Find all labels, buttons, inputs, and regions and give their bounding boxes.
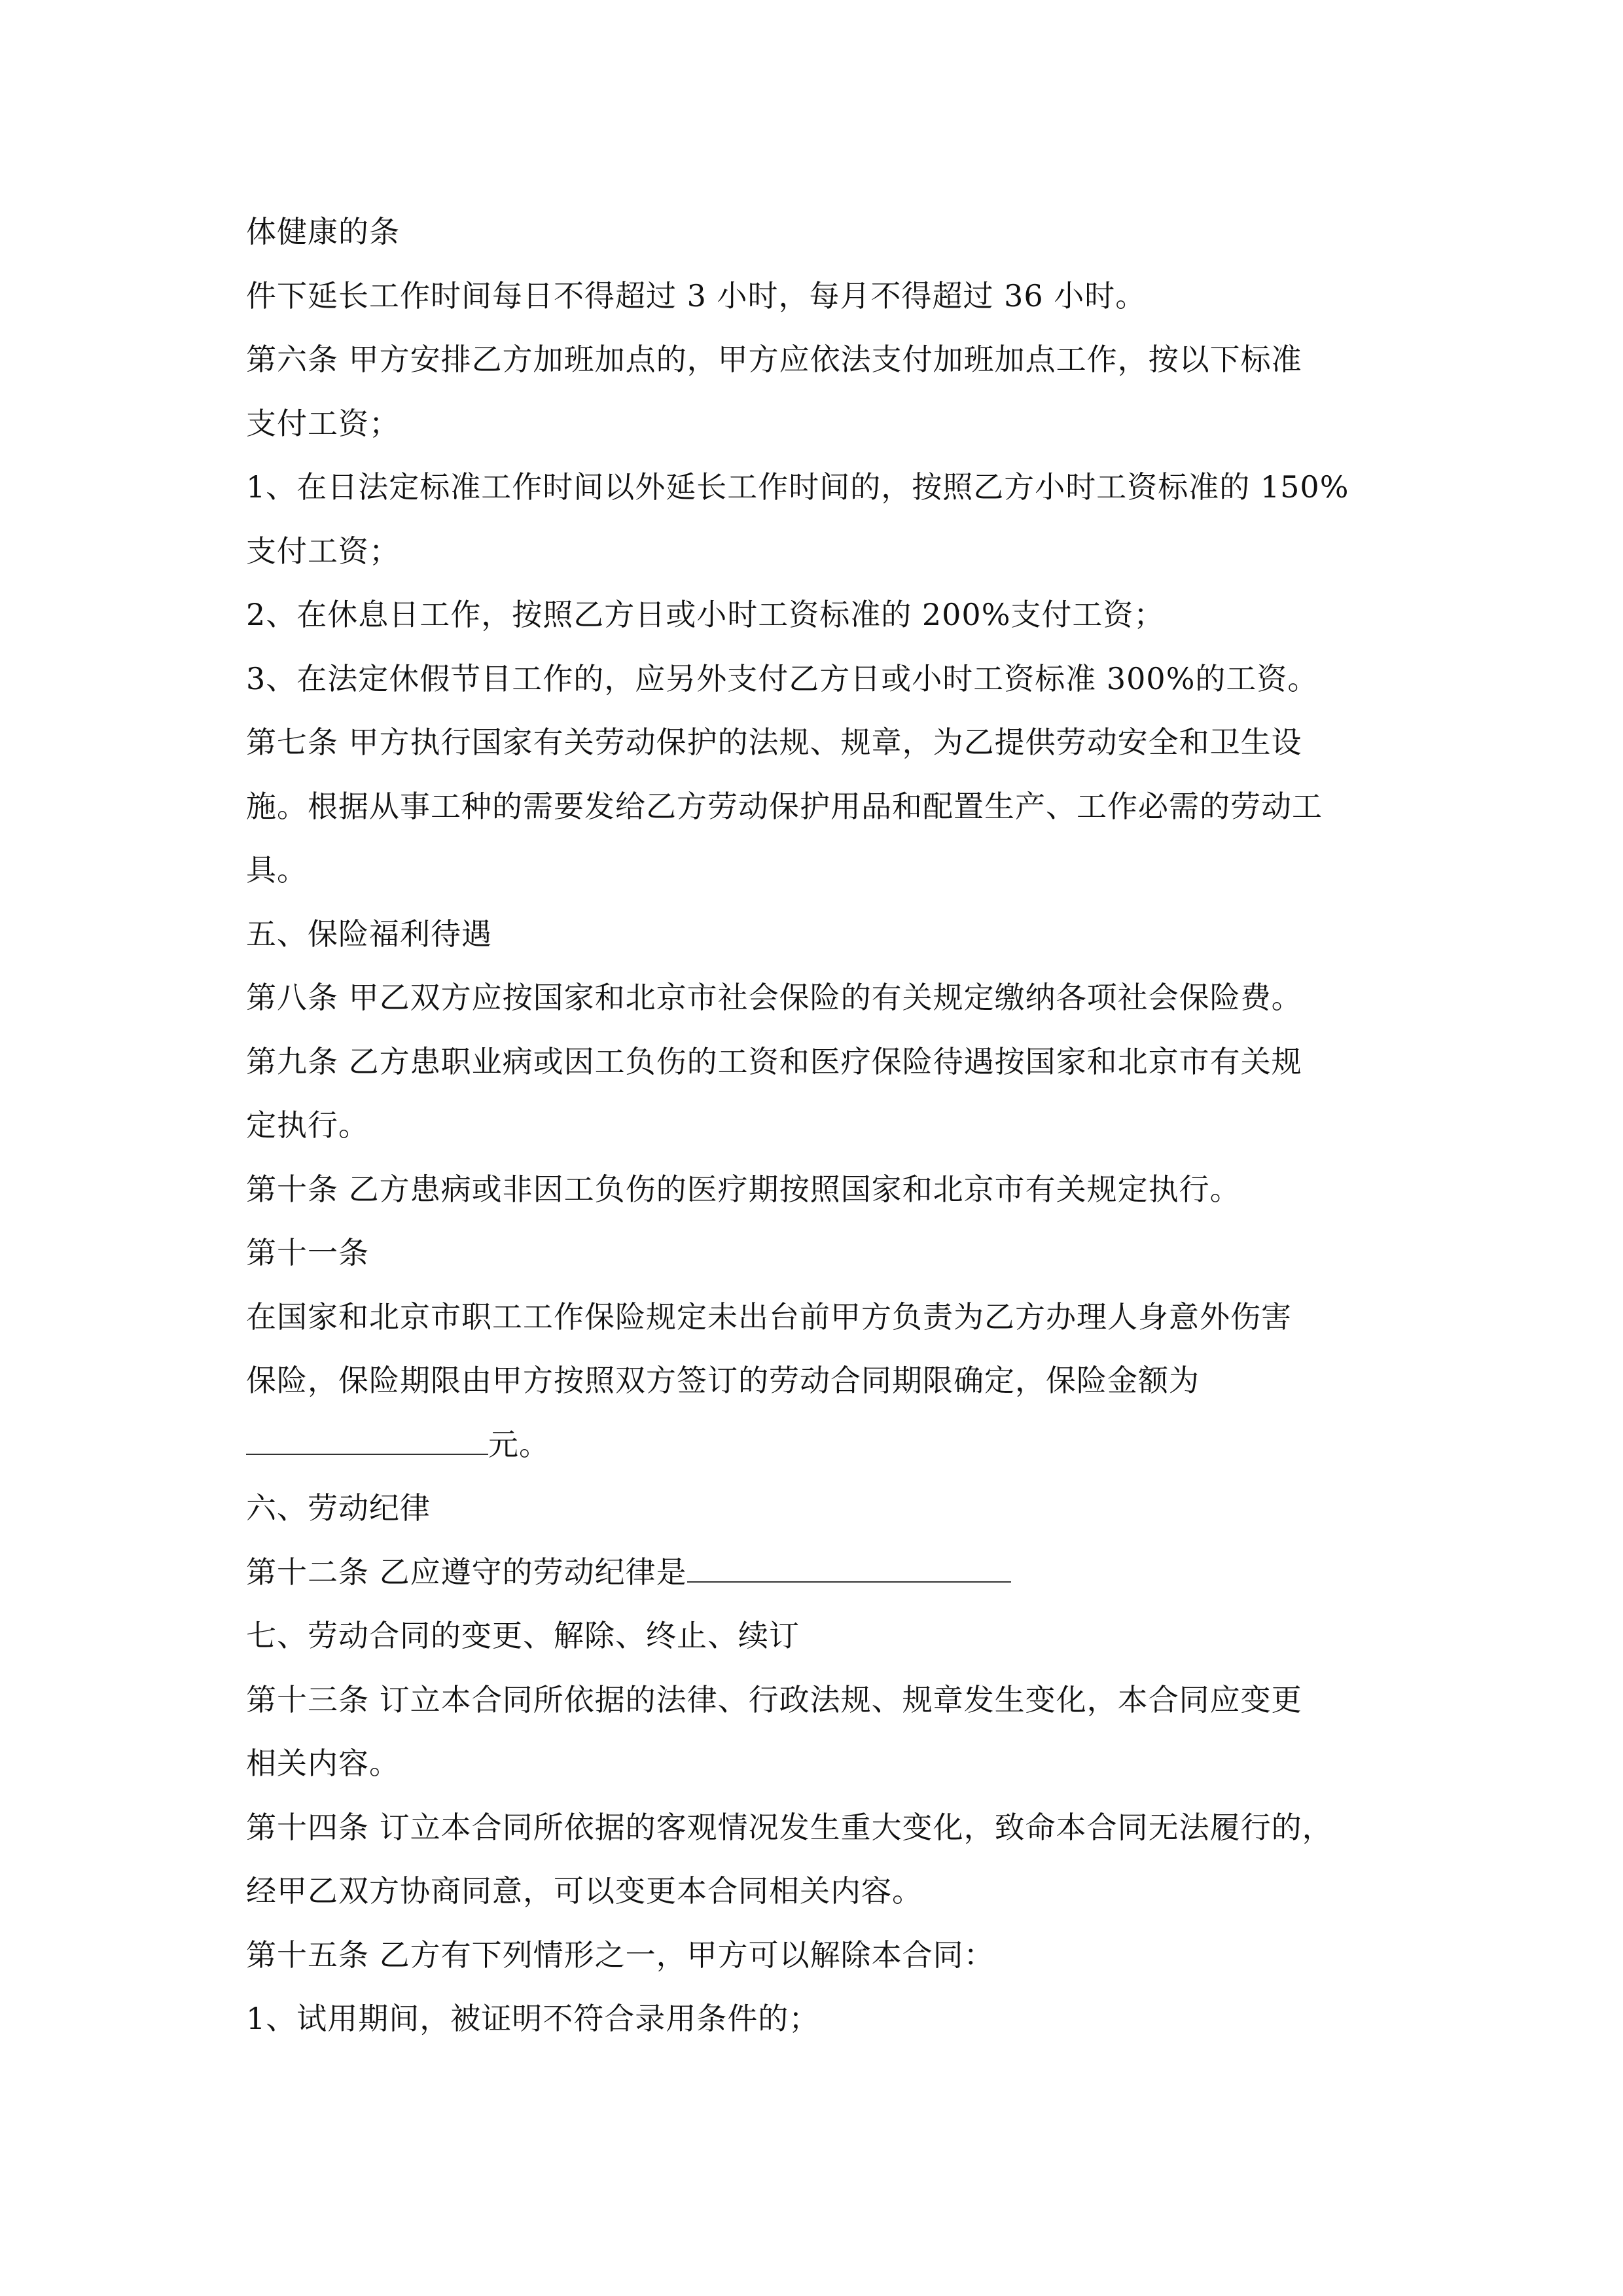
article-6-heading: 第六条 甲方安排乙方加班加点的，甲方应依法支付加班加点工作，按以下标准 [246, 342, 1302, 377]
section-6-title: 六、劳动纪律 [246, 1490, 431, 1526]
text-line: 相关内容。 [246, 1746, 400, 1781]
text-line: 保险，保险期限由甲方按照双方签订的劳动合同期限确定，保险金额为 [246, 1363, 1200, 1398]
labor-discipline-blank[interactable] [687, 1546, 1011, 1583]
text-line: 件下延长工作时间每日不得超过 3 小时，每月不得超过 36 小时。 [246, 278, 1147, 314]
article-10-text: 第十条 乙方患病或非因工负伤的医疗期按照国家和北京市有关规定执行。 [246, 1171, 1241, 1207]
article-13-text: 第十三条 订立本合同所依据的法律、行政法规、规章发生变化，本合同应变更 [246, 1681, 1302, 1717]
article-15-text: 第十五条 乙方有下列情形之一，甲方可以解除本合同： [246, 1937, 995, 1973]
article-11-heading: 第十一条 [246, 1235, 369, 1270]
text-line: 经甲乙双方协商同意，可以变更本合同相关内容。 [246, 1873, 923, 1909]
list-item: 3、在法定休假节目工作的，应另外支付乙方日或小时工资标准 300%的工资。 [246, 660, 1319, 696]
text-line: 定执行。 [246, 1107, 369, 1143]
insurance-amount-line [246, 1413, 1411, 1477]
section-5-title: 五、保险福利待遇 [246, 916, 492, 952]
list-item: 1、在日法定标准工作时间以外延长工作时间的，按照乙方小时工资标准的 150% [246, 469, 1349, 505]
article-12-line [246, 1541, 1411, 1605]
article-7-heading: 第七条 甲方执行国家有关劳动保护的法规、规章，为乙提供劳动安全和卫生设 [246, 725, 1302, 760]
article-12-text: 第十二条 乙应遵守的劳动纪律是 [246, 1554, 687, 1590]
list-item: 1、试用期间，被证明不符合录用条件的； [246, 2001, 820, 2036]
article-9-text: 第九条 乙方患职业病或因工负伤的工资和医疗保险待遇按国家和北京市有关规 [246, 1043, 1302, 1079]
insurance-amount-suffix: 元。 [488, 1426, 550, 1462]
text-line: 具。 [246, 852, 308, 888]
insurance-amount-blank[interactable] [246, 1418, 488, 1455]
section-7-title: 七、劳动合同的变更、解除、终止、续订 [246, 1618, 800, 1653]
text-line: 支付工资； [246, 533, 400, 569]
text-line: 体健康的条 [246, 214, 400, 249]
article-8-text: 第八条 甲乙双方应按国家和北京市社会保险的有关规定缴纳各项社会保险费。 [246, 980, 1302, 1015]
text-line: 施。根据从事工种的需要发给乙方劳动保护用品和配置生产、工作必需的劳动工 [246, 788, 1323, 824]
text-line: 在国家和北京市职工工作保险规定未出台前甲方负责为乙方办理人身意外伤害 [246, 1299, 1292, 1335]
text-line: 支付工资； [246, 405, 400, 441]
document-body [246, 200, 1411, 2051]
article-14-text: 第十四条 订立本合同所依据的客观情况发生重大变化，致命本合同无法履行的， [246, 1809, 1333, 1845]
list-item: 2、在休息日工作，按照乙方日或小时工资标准的 200%支付工资； [246, 597, 1165, 632]
